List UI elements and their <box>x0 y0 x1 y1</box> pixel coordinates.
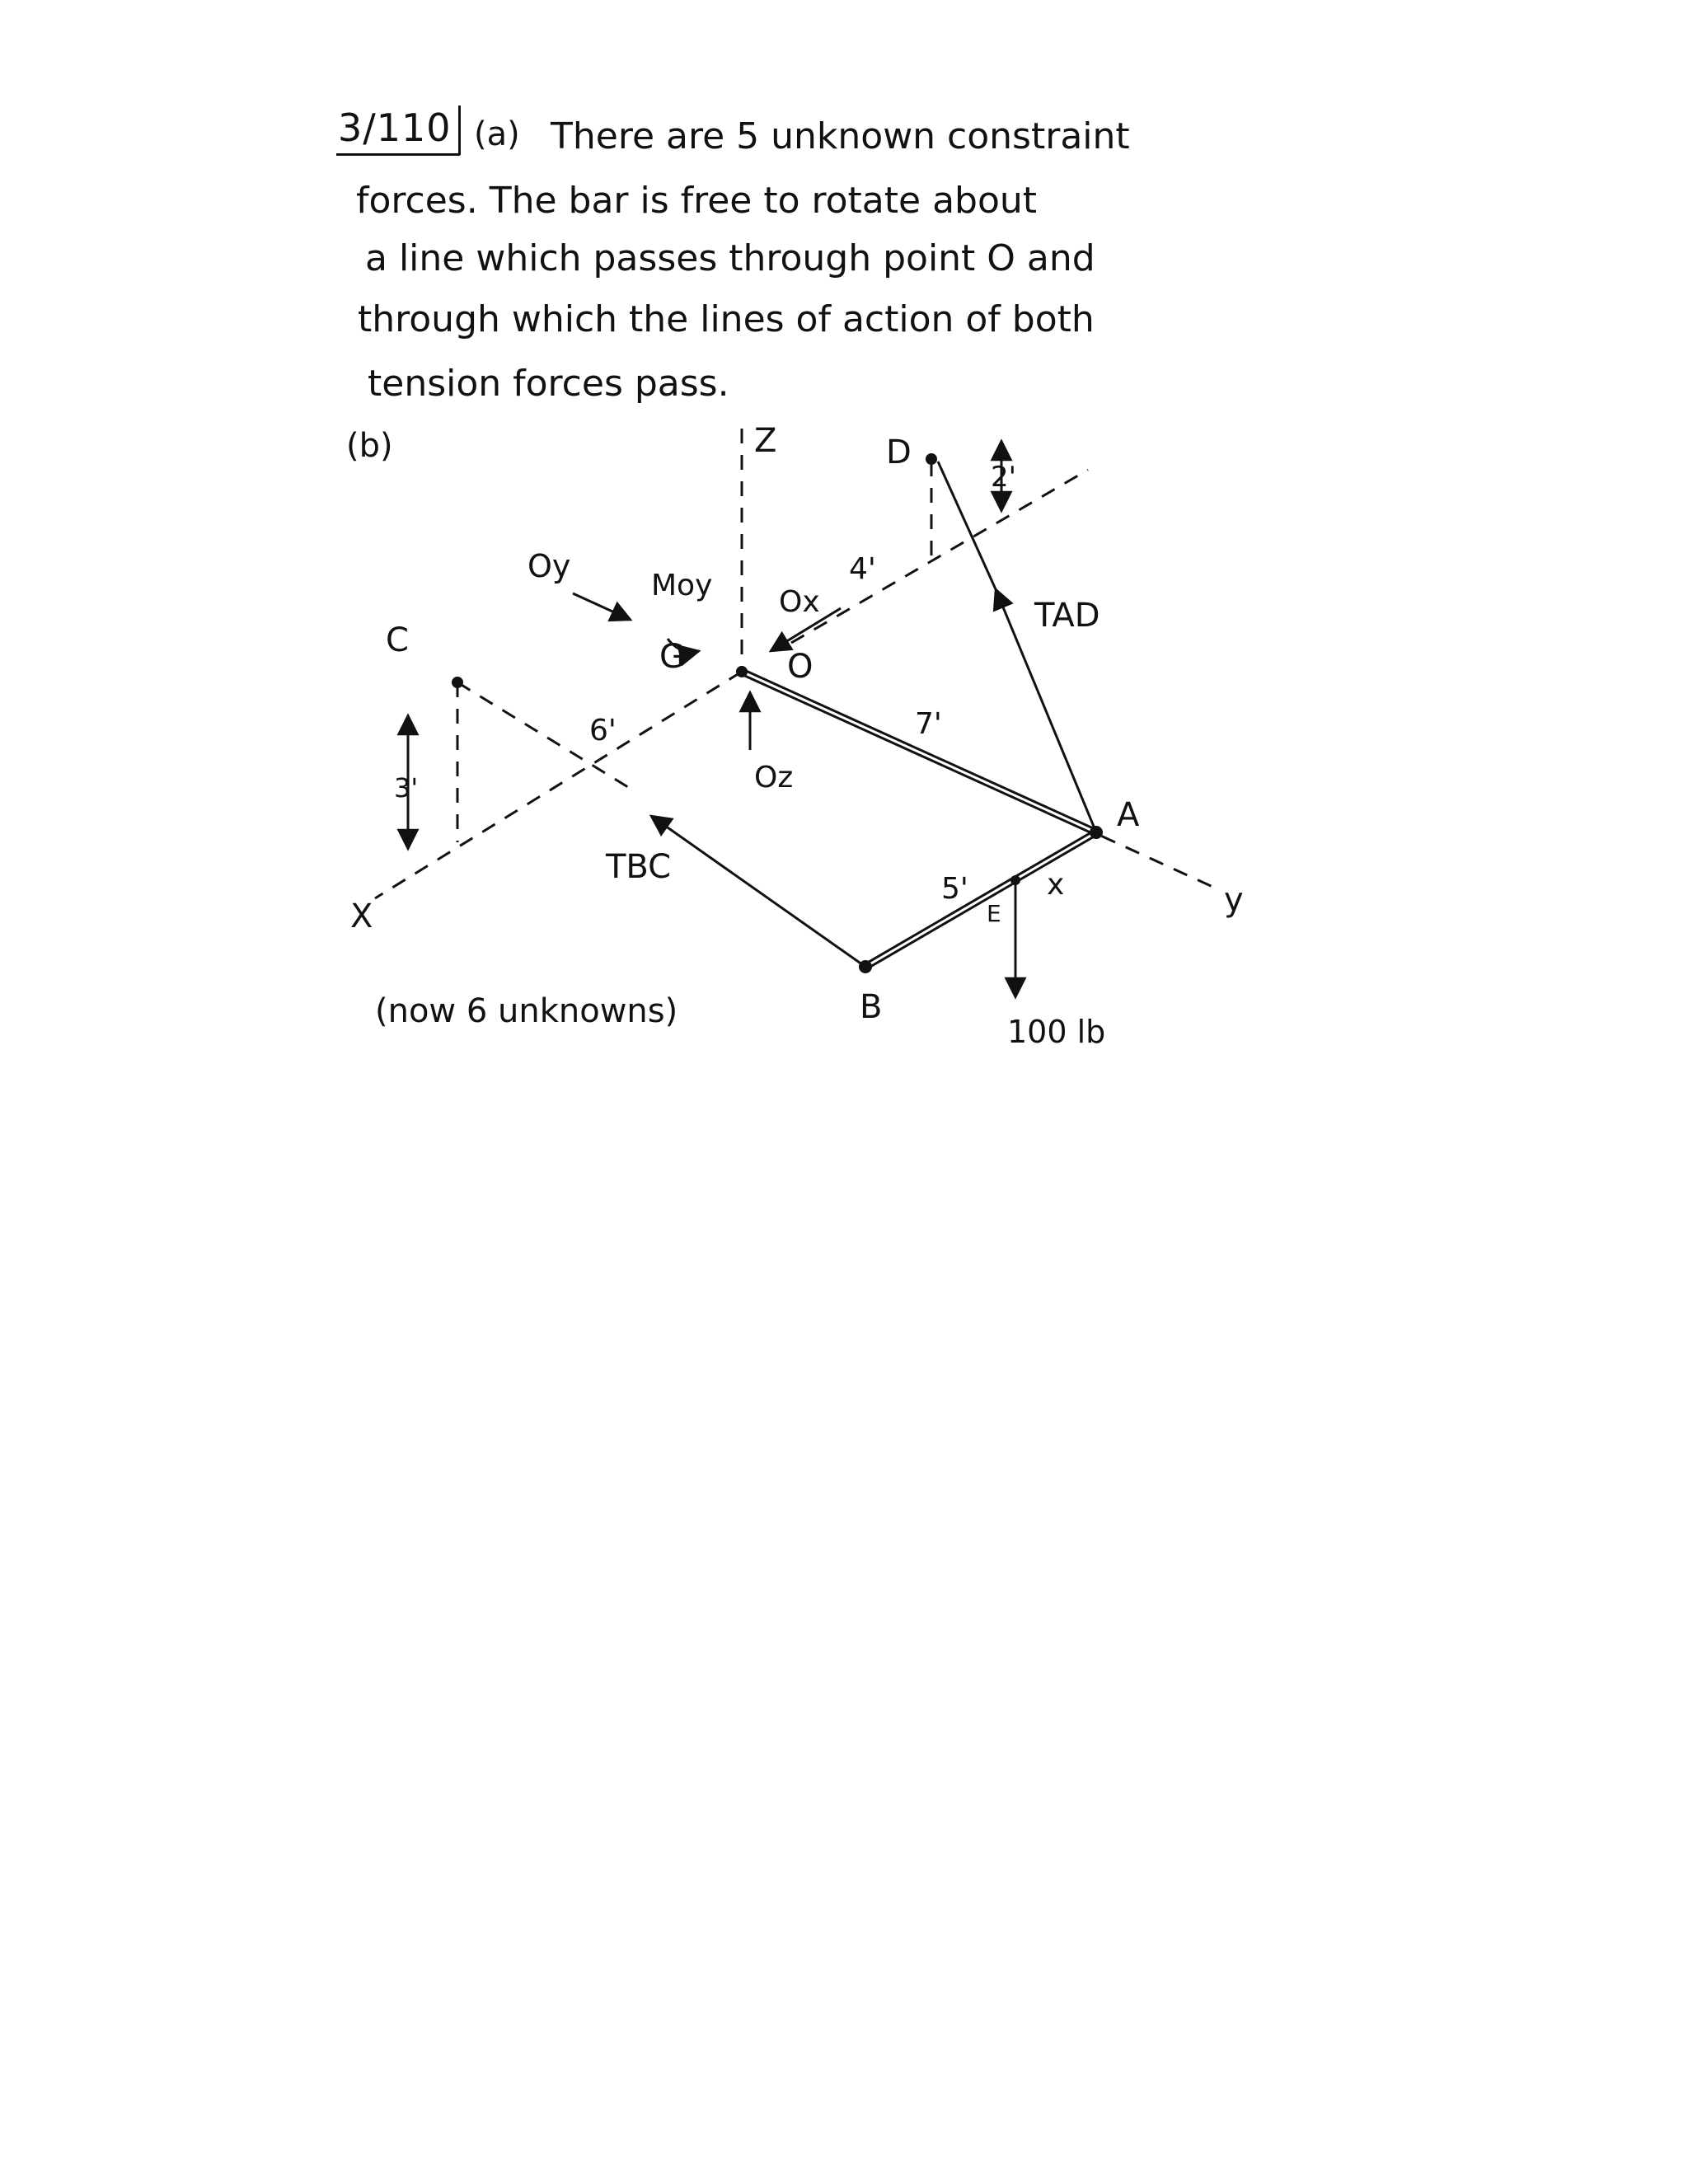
label-tension-ad: TAD <box>1034 597 1100 635</box>
label-point-e: E <box>987 900 1001 927</box>
force-oy-arrow <box>573 593 631 620</box>
point-e-dot <box>1010 875 1020 885</box>
text-line-3: a line which passes through point O and <box>365 237 1095 279</box>
label-point-b: B <box>860 988 883 1026</box>
label-dim-x: x <box>1047 868 1065 902</box>
text-line-1: There are 5 unknown constraint <box>551 115 1130 157</box>
point-a-dot <box>1090 826 1103 839</box>
label-dim-3: 3' <box>394 772 419 804</box>
tension-ad-line-ext <box>938 462 996 589</box>
part-a-label: (a) <box>474 115 520 153</box>
point-o-dot <box>736 666 748 677</box>
label-load: 100 lb <box>1007 1014 1106 1050</box>
bar-oa-inner <box>742 672 1096 832</box>
label-dim-2: 2' <box>991 461 1016 494</box>
tension-bc-arrow <box>651 816 865 967</box>
point-d-dot <box>926 453 937 465</box>
point-c-dot <box>452 677 463 688</box>
label-dim-4: 4' <box>849 552 876 586</box>
problem-number: 3/110 <box>338 105 452 150</box>
point-b-dot <box>859 960 872 973</box>
part-b-label: (b) <box>346 427 393 465</box>
text-line-2: forces. The bar is free to rotate about <box>356 180 1038 222</box>
label-note: (now 6 unknowns) <box>375 992 678 1030</box>
label-z-axis: Z <box>754 422 777 460</box>
label-moment-moy: Moy <box>651 569 713 602</box>
label-force-ox: Ox <box>779 585 820 619</box>
label-point-d: D <box>886 434 912 471</box>
x-axis-line <box>375 672 742 898</box>
label-dim-5: 5' <box>941 872 968 906</box>
label-tension-bc: TBC <box>606 848 672 886</box>
label-point-a: A <box>1117 796 1140 834</box>
label-point-o: O <box>787 648 814 686</box>
label-point-c: C <box>386 621 409 659</box>
label-dim-7: 7' <box>915 707 942 741</box>
label-x-axis: X <box>350 898 373 935</box>
text-line-5: tension forces pass. <box>368 363 729 405</box>
label-dim-6: 6' <box>589 714 617 748</box>
text-line-4: through which the lines of action of both <box>358 298 1095 340</box>
label-y-axis: y <box>1224 881 1244 919</box>
label-force-oy: Oy <box>528 548 571 584</box>
label-moment-g: G <box>659 638 685 676</box>
label-force-oz: Oz <box>754 761 794 794</box>
